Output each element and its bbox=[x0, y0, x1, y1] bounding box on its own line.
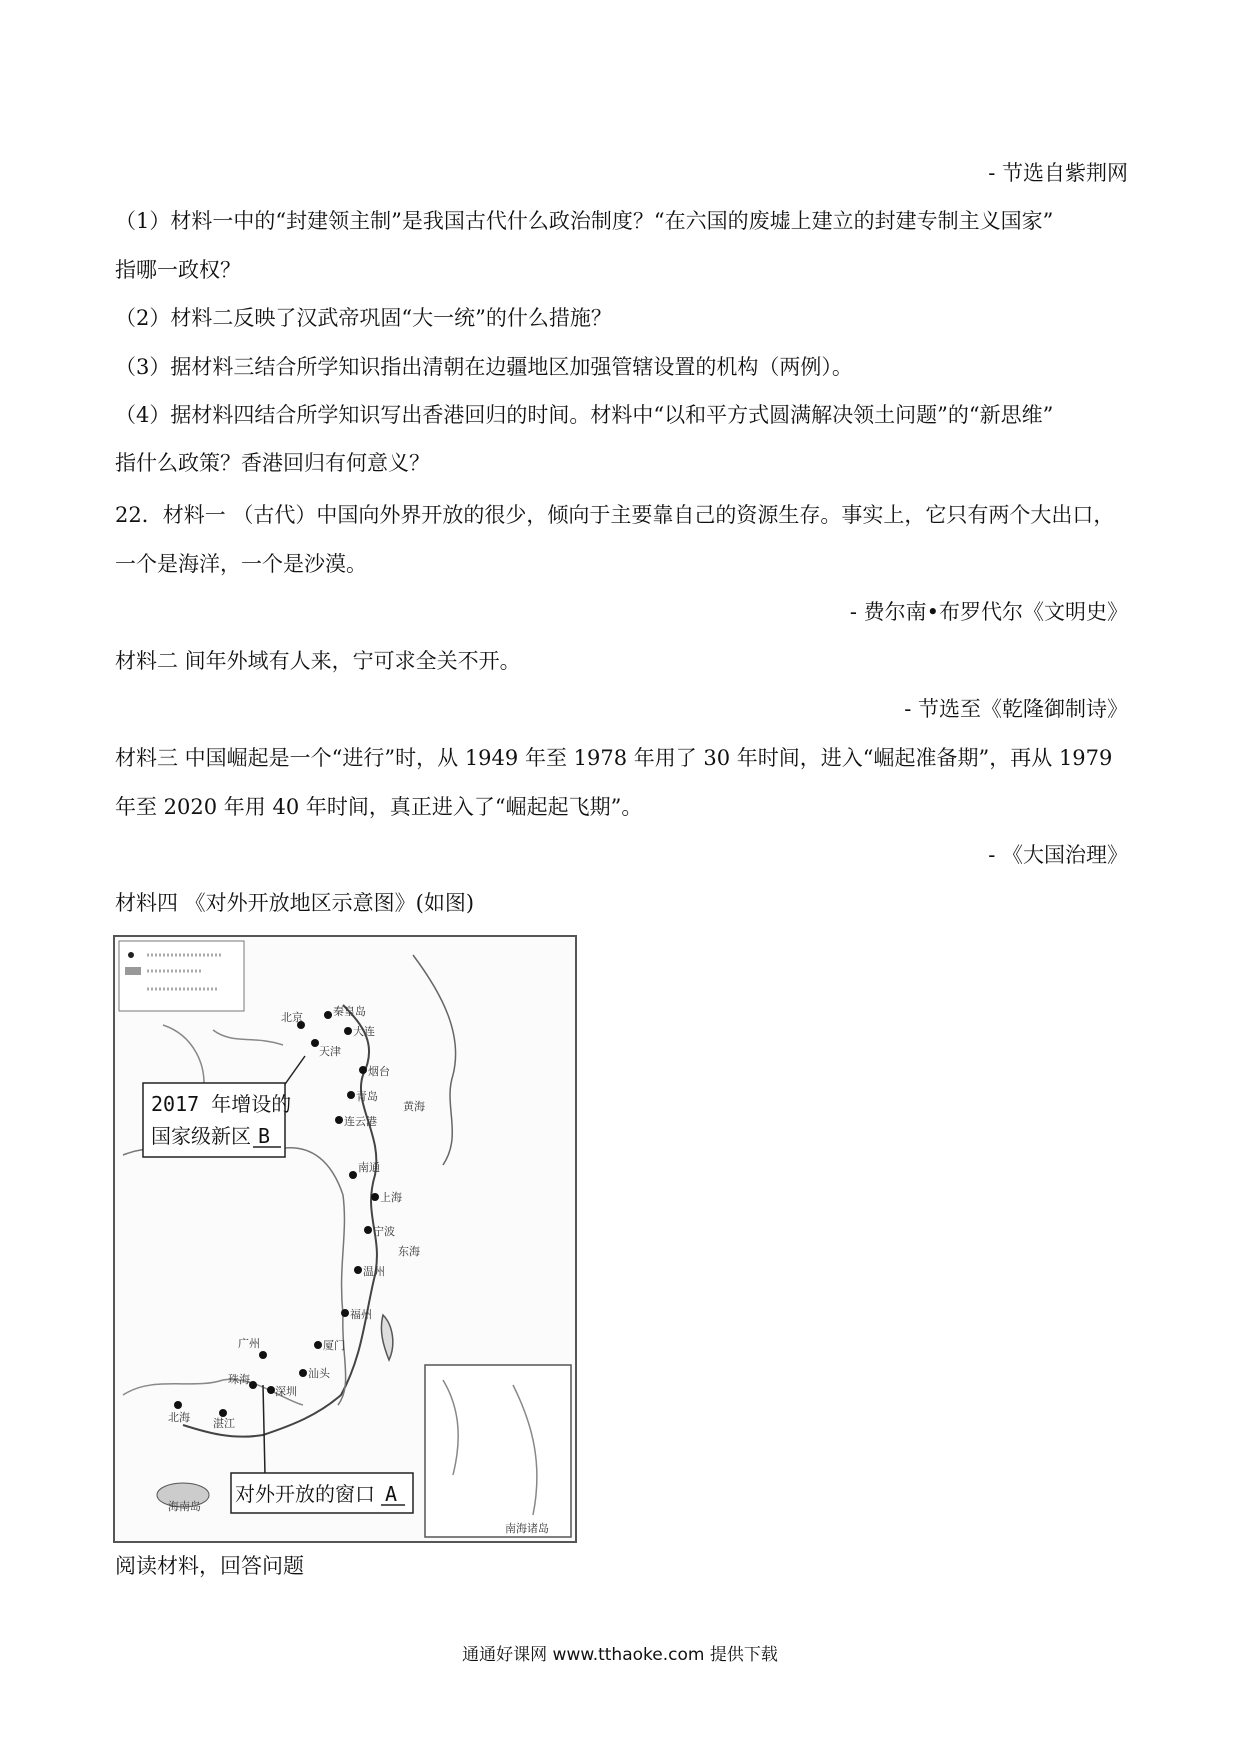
question-21-2: （2）材料二反映了汉武帝巩固“大一统”的什么措施？ bbox=[115, 306, 612, 330]
question-22-instruction: 阅读材料，回答问题 bbox=[115, 1554, 304, 1578]
city-label-zhuhai: 珠海 bbox=[228, 1373, 250, 1386]
city-label-tianjin: 天津 bbox=[319, 1045, 341, 1058]
material-3-source: - 《大国治理》 bbox=[988, 843, 1128, 867]
question-22-material-1-line1: 22．材料一 （古代）中国向外界开放的很少，倾向于主要靠自己的资源生存。事实上，它只有两个大出口， bbox=[115, 503, 1115, 527]
question-21-4-line1: （4）据材料四结合所学知识写出香港回归的时间。材料中“以和平方式圆满解决领土问题”的“新思维” bbox=[115, 403, 1054, 427]
question-22-material-1-line2: 一个是海洋，一个是沙漠。 bbox=[115, 552, 367, 576]
question-21-1-line1: （1）材料一中的“封建领主制”是我国古代什么政治制度？“在六国的废墟上建立的封建专制主义国家” bbox=[115, 209, 1054, 233]
city-label-qingdao: 青岛 bbox=[356, 1090, 378, 1103]
callout-a-text: 对外开放的窗口 bbox=[235, 1482, 375, 1506]
question-21-3: （3）据材料三结合所学知识指出清朝在边疆地区加强管辖设置的机构（两例）。 bbox=[115, 355, 853, 379]
callout-b-line1: 2017 年增设的 bbox=[151, 1092, 292, 1116]
question-22-material-4: 材料四 《对外开放地区示意图》(如图) bbox=[115, 891, 475, 915]
city-label-nantong: 南通 bbox=[358, 1161, 380, 1174]
sea-label-east-sea: 东海 bbox=[398, 1245, 420, 1258]
city-label-qinhuangdao: 秦皇岛 bbox=[333, 1005, 366, 1018]
city-label-wenzhou: 温州 bbox=[363, 1265, 385, 1278]
city-label-zhanjiang: 湛江 bbox=[213, 1417, 235, 1430]
city-label-xiamen: 厦门 bbox=[323, 1339, 345, 1352]
city-label-fuzhou: 福州 bbox=[350, 1308, 372, 1321]
material-source-zijing: - 节选自紫荆网 bbox=[988, 161, 1128, 185]
callout-b-letter: B bbox=[258, 1124, 271, 1148]
city-label-shanghai: 上海 bbox=[380, 1191, 402, 1204]
callout-a-letter: A bbox=[385, 1482, 398, 1506]
city-label-shantou: 汕头 bbox=[308, 1367, 330, 1380]
city-label-dalian: 大连 bbox=[353, 1025, 375, 1038]
city-label-beihai: 北海 bbox=[168, 1411, 190, 1424]
city-label-hainan: 海南岛 bbox=[168, 1500, 201, 1513]
city-label-guangzhou: 广州 bbox=[238, 1337, 260, 1350]
page-footer: 通通好课网 www.tthaoke.com 提供下载 bbox=[462, 1645, 778, 1665]
open-regions-map bbox=[113, 935, 577, 1543]
question-22-material-2: 材料二 间年外域有人来，宁可求全关不开。 bbox=[115, 649, 521, 673]
city-label-beijing: 北京 bbox=[281, 1011, 303, 1024]
material-2-source: - 节选至《乾隆御制诗》 bbox=[904, 697, 1128, 721]
inset-south-sea bbox=[425, 1365, 571, 1537]
callout-b-line2: 国家级新区 bbox=[151, 1124, 251, 1148]
city-label-shenzhen: 深圳 bbox=[275, 1385, 297, 1398]
sea-label-yellow-sea: 黄海 bbox=[403, 1100, 425, 1113]
city-label-yantai: 烟台 bbox=[368, 1065, 390, 1078]
question-22-material-3-line1: 材料三 中国崛起是一个“进行”时，从 1949 年至 1978 年用了 30 年时间，进入“崛起准备期”，再从 1979 bbox=[115, 746, 1113, 770]
question-21-1-line2: 指哪一政权？ bbox=[115, 258, 241, 282]
map-legend bbox=[119, 941, 244, 1011]
material-1-source: - 费尔南•布罗代尔《文明史》 bbox=[849, 600, 1128, 624]
city-label-lianyungang: 连云港 bbox=[344, 1115, 377, 1128]
inset-label: 南海诸岛 bbox=[505, 1522, 549, 1535]
question-21-4-line2: 指什么政策？香港回归有何意义？ bbox=[115, 451, 430, 475]
question-22-material-3-line2: 年至 2020 年用 40 年时间，真正进入了“崛起起飞期”。 bbox=[115, 795, 643, 819]
city-label-ningbo: 宁波 bbox=[373, 1225, 395, 1238]
